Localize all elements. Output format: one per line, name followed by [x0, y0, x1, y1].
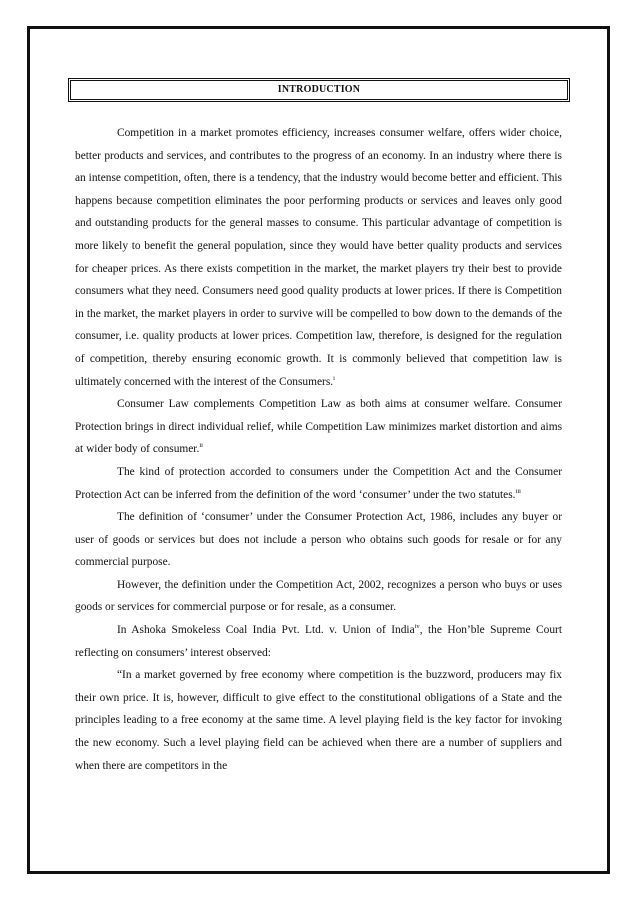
body-text	[75, 122, 562, 777]
paragraph-text: The kind of protection accorded to consumers under the Competition Act and the Consumer Protection Act can be inferred from the definition of the word ‘consumer’ under the two statutes.	[75, 465, 562, 501]
paragraph-court-quote	[75, 664, 562, 777]
paragraph-text: The definition of ‘consumer’ under the Consumer Protection Act, 1986, includes any buyer or user of goods or services but does not include a person who obtains such goods for resale or for any commercial purpose.	[75, 511, 562, 569]
paragraph-text: However, the definition under the Competition Act, 2002, recognizes a person who buys or uses goods or services for commercial purpose or for resale, as a consumer.	[75, 578, 562, 614]
paragraph-consumer-law	[75, 393, 562, 461]
section-heading-box	[70, 80, 568, 100]
paragraph-ashoka-case	[75, 619, 562, 664]
paragraph-competition-act-definition	[75, 574, 562, 619]
footnote-ref[interactable]: ii	[199, 442, 203, 450]
paragraph-text: Consumer Law complements Competition Law as both aims at consumer welfare. Consumer Protection brings in direct individual relief, while Competition Law minimizes market distortion and aims at wider body of consumer.	[75, 398, 562, 456]
footnote-ref[interactable]: i	[333, 374, 335, 382]
paragraph-text: “In a market governed by free economy where competition is the buzzword, producers may fix their own price. It is, however, difficult to give effect to the constitutional obligations of a State and the principles leading to a free economy at the same time. A level playing field is the key factor for invoking the new economy. Such a level playing field can be achieved when there are a number of suppliers and when there are competitors in the	[75, 669, 562, 772]
paragraph-cpa-definition	[75, 506, 562, 574]
paragraph-protection-kind	[75, 461, 562, 506]
paragraph-text: In Ashoka Smokeless Coal India Pvt. Ltd. v. Union of India	[117, 624, 415, 637]
paragraph-competition-benefits	[75, 122, 562, 393]
footnote-ref[interactable]: iii	[515, 487, 521, 495]
paragraph-text-continued: , the Hon’ble Supreme Court reflecting on consumers’ interest observed:	[75, 624, 562, 659]
section-heading: INTRODUCTION	[277, 84, 361, 95]
footnote-ref[interactable]: iv	[414, 623, 420, 631]
paragraph-text: Competition in a market promotes efficiency, increases consumer welfare, offers wider choice, better products and services, and contributes to the progress of an economy. In an industry where there is an intense competition, often, there is a tendency, that the industry would become better and efficient. This happens because competition eliminates the poor performing products or services and leaves only good and outstanding products for the general masses to consume. This particular advantage of competition is more likely to benefit the general population, since they would have better quality products and services for cheaper prices. As there exists competition in the market, the market players try their best to provide consumers what they need. Consumers need good quality products at lower prices. If there is Competition in the market, the market players in order to survive will be compelled to bow down to the demands of the consumer, i.e. quality products at lower prices. Competition law, therefore, is designed for the regulation of competition, thereby ensuring economic growth. It is commonly believed that competition law is ultimately concerned with the interest of the Consumers.	[75, 127, 562, 388]
